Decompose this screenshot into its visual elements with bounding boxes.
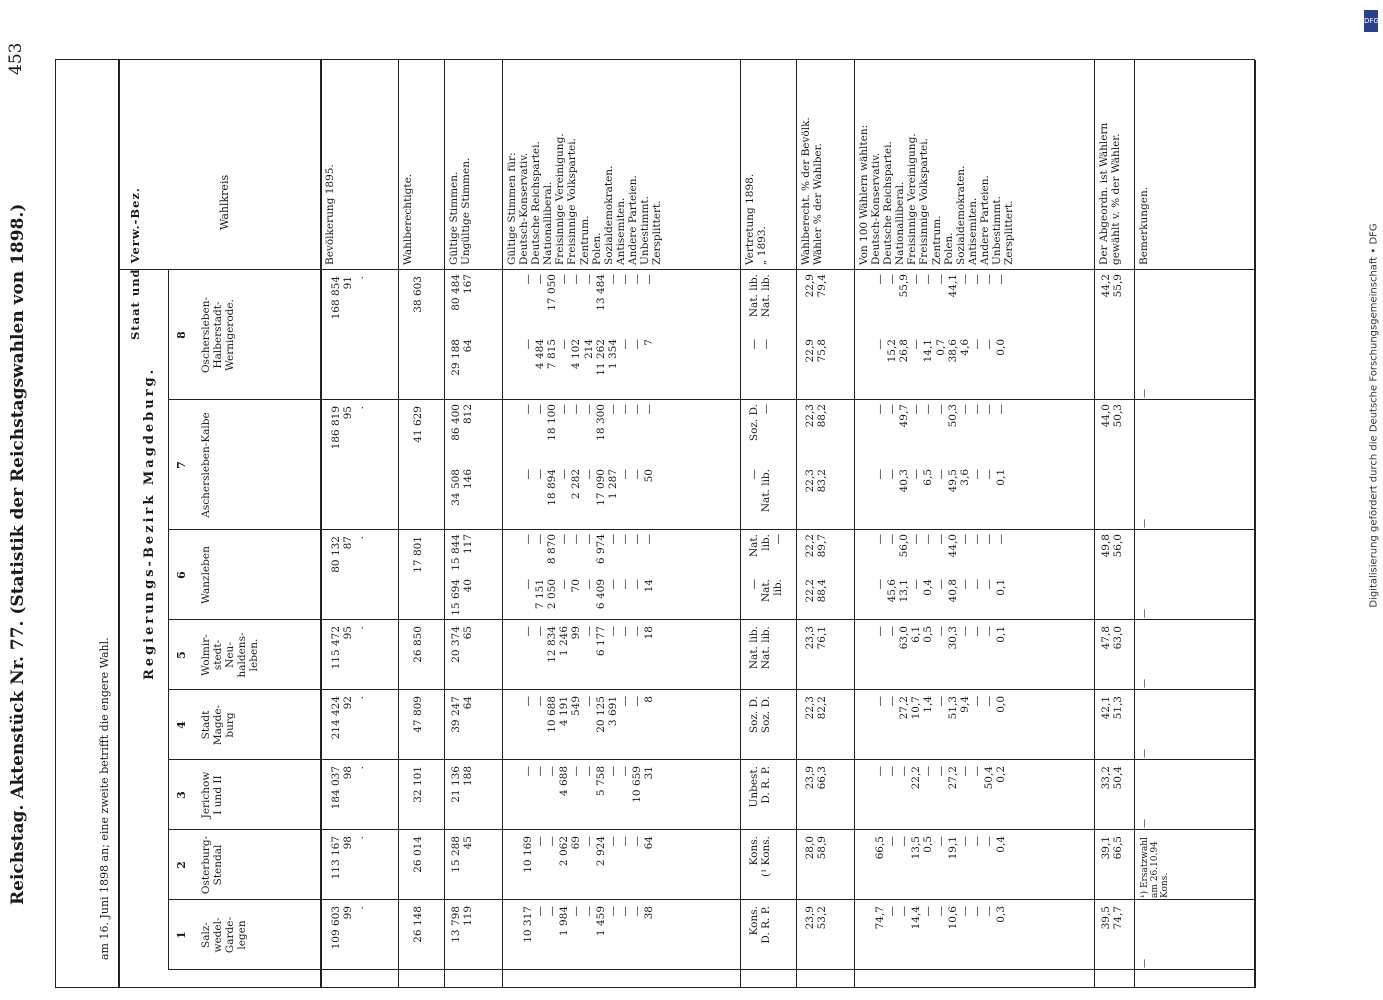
cell-stimmen: 34 508 146 xyxy=(450,469,475,506)
col-rule xyxy=(168,689,1254,690)
cell-vert: Nat. lib. Nat. lib. xyxy=(748,626,773,670)
cell-bev: 186 819 95 . xyxy=(330,406,367,450)
cell-proz: 23,9 53,2 xyxy=(804,906,829,930)
staat-label: Staat und Verw.-Bez. xyxy=(128,187,142,340)
cell-bemerkungen: — xyxy=(1140,609,1150,618)
cell-vert: Soz. D. Soz. D. xyxy=(748,696,773,734)
cell-bemerkungen: — xyxy=(1140,819,1150,828)
cell-wahlb: 41 629 xyxy=(412,406,424,443)
cell-bev: 115 472 95 . xyxy=(330,626,367,670)
cell-abg: 42,1 51,3 xyxy=(1100,696,1125,720)
cell-stimmen: 39 247 64 xyxy=(450,696,475,733)
cell-vert: — Nat. lib. xyxy=(748,579,785,603)
cell-bemerkungen: — xyxy=(1140,959,1150,968)
row-rule xyxy=(1094,60,1095,988)
cell-vert: Unbest. D. R. P. xyxy=(748,766,773,808)
cell-abg: 39,5 74,7 xyxy=(1100,906,1125,930)
cell-hund1: — — 27,2 10,7 1,4 — 51,3 9,4 — — 0,0 xyxy=(874,696,1008,720)
district-name: Wolmir- stedt- Neu- haldens- leben. xyxy=(200,632,260,678)
cell-bev: 109 603 99 . xyxy=(330,906,367,950)
row-rule xyxy=(502,60,503,988)
district-name: Salz- wedel- Garde- legen xyxy=(200,916,248,954)
cell-bev: 214 424 92 . xyxy=(330,696,367,740)
cell-wahlb: 26 148 xyxy=(412,906,424,943)
cell-hund2: — — 49,7 — — — 50,3 — — — — xyxy=(874,404,1008,428)
cell-hund1: — 15,2 26,8 — 14,1 0,7 38,6 4,6 — — 0,0 xyxy=(874,339,1008,363)
district-name: Aschersleben-Kalbe xyxy=(200,412,212,518)
district-name: Jerichow I und II xyxy=(200,771,224,819)
row-label-vertretung: Vertretung 1898. „ 1893. xyxy=(744,173,769,265)
credit-text: Digitalisierung gefördert durch die Deutsche Forschungsgemeinschaft • DFG xyxy=(1368,223,1380,608)
row-rule xyxy=(1134,60,1135,988)
page-heading: Reichstag. Aktenstück Nr. 77. (Statistik der Reichstagswahlen von 1898.) xyxy=(8,203,28,905)
cell-proz2: 22,9 79,4 xyxy=(804,274,829,298)
cell-wahlb: 17 801 xyxy=(412,536,424,573)
cell-vert: — — xyxy=(748,339,773,350)
col-rule-left xyxy=(55,987,1255,988)
cell-wahlb: 26 850 xyxy=(412,626,424,663)
col-rule xyxy=(168,619,1254,620)
row-label-hundert: Von 100 Wählern wählten: Deutsch-Konservativ. Deutsche Reichspartei. Nationalliberal. Freisinnige Vereinigung. Freisinnige Volkspartei. Zentrum. Polen. Sozialdemokraten. Antisemiten. Andere Parteien. Unbestimmt. Zersplittert. xyxy=(858,124,1016,265)
cell-parteien2: — — 18 100 — — — 18 300 — — — — xyxy=(522,404,656,441)
column-number: 2 xyxy=(175,861,188,869)
cell-proz: 22,3 82,2 xyxy=(804,696,829,720)
cell-hund1: — — 40,3 — 6,5 — 49,5 3,6 — — 0,1 xyxy=(874,469,1008,493)
col-rule xyxy=(168,759,1254,760)
cell-abg2: 44,2 55,9 xyxy=(1100,274,1125,298)
column-number: 3 xyxy=(175,791,188,799)
cell-wahlb: 47 809 xyxy=(412,696,424,733)
cell-parteien1: — 4 484 7 815 — 4 102 214 11 262 1 354 — — 7 xyxy=(522,339,656,376)
col-rule-right xyxy=(55,59,1255,60)
cell-hund2: — — 56,0 — — — 44,0 — — — — xyxy=(874,534,1008,558)
cell-parteien1: — — 12 834 1 246 99 — 6 177 — — — 18 xyxy=(522,626,656,663)
cell-hund1: — — 63,0 6,1 0,5 — 30,3 — — — 0,1 xyxy=(874,626,1008,650)
top-footnote: am 16. Juni 1898 an; eine zweite betrifft die engere Wahl. xyxy=(98,637,111,960)
cell-bemerkungen: — xyxy=(1140,519,1150,528)
col-rule-labels xyxy=(118,269,1254,270)
col-rule xyxy=(168,529,1254,530)
cell-abg: 47,8 63,0 xyxy=(1100,626,1125,650)
row-rule xyxy=(740,60,741,988)
cell-parteien1: — — 18 894 — 2 282 — 17 090 1 287 — — 50 xyxy=(522,469,656,506)
cell-parteien2: — — 17 050 — — — 13 484 — — — — xyxy=(522,274,656,311)
cell-hund2: — — 55,9 — — — 44,1 — — — — xyxy=(874,274,1008,298)
cell-abg: 33,2 50,4 xyxy=(1100,766,1125,790)
cell-vert: Kons. D. R. P. xyxy=(748,906,773,944)
district-name: Stadt Magde- burg xyxy=(200,704,236,746)
cell-proz: 23,3 76,1 xyxy=(804,626,829,650)
cell-stimmen2: 86 400 812 xyxy=(450,404,475,441)
column-number: 4 xyxy=(175,721,188,729)
cell-vert2: Nat. lib. — xyxy=(748,534,785,558)
cell-stimmen: 29 188 64 xyxy=(450,339,475,376)
col-rule xyxy=(168,399,1254,400)
cell-bemerkungen: — xyxy=(1140,749,1150,758)
wahlkreis-label: Wahlkreis xyxy=(218,174,231,230)
cell-proz: 22,2 88,4 xyxy=(804,579,829,603)
row-label-abgeordn: Der Abgeordn. ist Wählern gewählt v. % der Wähler. xyxy=(1098,122,1123,265)
cell-proz: 22,3 83,2 xyxy=(804,469,829,493)
cell-abg: 39,1 66,5 xyxy=(1100,836,1125,860)
column-number: 1 xyxy=(175,931,188,939)
cell-bemerkungen: — xyxy=(1140,389,1150,398)
cell-hund1: — 45,6 13,1 — 0,4 — 40,8 — — — 0,1 xyxy=(874,579,1008,603)
cell-proz2: 22,3 88,2 xyxy=(804,404,829,428)
cell-stimmen: 20 374 65 xyxy=(450,626,475,663)
column-number: 8 xyxy=(175,331,188,339)
cell-stimmen: 15 288 45 xyxy=(450,836,475,873)
row-rule xyxy=(444,60,445,988)
cell-wahlb: 32 101 xyxy=(412,766,424,803)
cell-parteien2: — — 8 870 — — — 6 974 — — — — xyxy=(522,534,656,565)
col-rule xyxy=(168,829,1254,830)
cell-bev: 113 167 98 . xyxy=(330,836,367,880)
district-name: Osterburg- Stendal xyxy=(200,835,224,895)
page-number: 453 xyxy=(6,42,26,75)
cell-abg2: 49,8 56,0 xyxy=(1100,534,1125,558)
cell-vert2: Nat. lib. Nat. lib. xyxy=(748,274,773,318)
row-rule xyxy=(796,60,797,988)
cell-vert: Kons. (¹ Kons. xyxy=(748,836,773,878)
cell-parteien1: — 7 151 2 050 — 70 — 6 409 — — — 14 xyxy=(522,579,656,610)
cell-hund1: 66,5 — — 13,5 0,5 — 19,1 — — — 0,4 xyxy=(874,836,1008,860)
column-number: 5 xyxy=(175,651,188,659)
district-name: Oschersleben- Halberstadt- Wernigerode. xyxy=(200,296,236,374)
row-label-prozent: Wahlberecht. % der Bevölk. Wähler % der Wahlber. xyxy=(800,117,825,265)
cell-bev: 184 037 98 . xyxy=(330,766,367,810)
row-label-bemerkungen: Bemerkungen. xyxy=(1138,186,1150,265)
cell-hund1: 74,7 — — 14,4 — — 10,6 — — — 0,3 xyxy=(874,906,1008,930)
row-label-bevoelkerung: Bevölkerung 1895. xyxy=(324,164,336,265)
cell-vert2: Soz. D. — xyxy=(748,404,773,442)
cell-proz: 22,9 75,8 xyxy=(804,339,829,363)
rule-header xyxy=(55,60,56,988)
cell-parteien1: 10 317 — — 1 984 — — 1 459 — — — 38 xyxy=(522,906,656,943)
cell-bev: 80 132 87 . xyxy=(330,536,367,573)
row-label-wahlberechtigte: Wahlberechtigte. xyxy=(402,173,414,265)
row-label-parteien: Gültige Stimmen für: Deutsch-Konservativ. Deutsche Reichspartei. Nationalliberal. Freisinnige Vereinigung. Freisinnige Volkspartei. Zentrum. Polen. Sozialdemokraten. Antisemiten. Andere Parteien. Unbestimmt. Zersplittert. xyxy=(506,133,664,265)
cell-stimmen: 13 798 119 xyxy=(450,906,475,943)
row-rule xyxy=(320,60,322,988)
column-number: 7 xyxy=(175,461,188,469)
cell-wahlb: 38 603 xyxy=(412,276,424,313)
rule-district-header xyxy=(168,270,169,970)
col-rule xyxy=(168,969,1254,970)
cell-proz: 28,0 58,9 xyxy=(804,836,829,860)
district-name: Wanzleben xyxy=(200,546,212,604)
dfg-logo: DFG xyxy=(1364,10,1378,32)
row-rule xyxy=(398,60,399,988)
column-number: 6 xyxy=(175,571,188,579)
cell-vert: — Nat. lib. xyxy=(748,469,773,513)
cell-abg2: 44,0 50,3 xyxy=(1100,404,1125,428)
cell-hund1: — — — 22,2 — — 27,2 — — 50,4 0,2 xyxy=(874,766,1008,790)
cell-stimmen2: 15 844 117 xyxy=(450,534,475,571)
cell-parteien1: — — 10 688 4 191 549 — 20 125 3 691 — — 8 xyxy=(522,696,656,733)
row-rule xyxy=(854,60,855,988)
cell-proz: 23,9 66,3 xyxy=(804,766,829,790)
rule-top xyxy=(118,60,120,988)
cell-parteien1: 10 169 — — 2 062 69 — 2 924 — — — 64 xyxy=(522,836,656,873)
row-rule-bottom xyxy=(1254,60,1256,988)
cell-parteien1: — — — 4 688 — — 5 758 — — 10 659 31 xyxy=(522,766,656,803)
cell-proz2: 22,2 89,7 xyxy=(804,534,829,558)
row-label-stimmen: Gültige Stimmen. Ungültige Stimmen. xyxy=(448,157,473,265)
side-credit xyxy=(1364,10,1378,1000)
cell-wahlb: 26 014 xyxy=(412,836,424,873)
cell-bev: 168 854 91 . xyxy=(330,276,367,320)
cell-stimmen: 21 136 188 xyxy=(450,766,475,803)
cell-stimmen: 15 694 40 xyxy=(450,579,475,616)
cell-stimmen2: 80 484 167 xyxy=(450,274,475,311)
region-title: Regierungs-Bezirk Magdeburg. xyxy=(142,366,157,680)
cell-bemerkungen: ¹) Ersatzwahl am 26.10.94 Kons. xyxy=(1140,837,1170,898)
col-rule xyxy=(168,899,1254,900)
cell-bemerkungen: — xyxy=(1140,679,1150,688)
